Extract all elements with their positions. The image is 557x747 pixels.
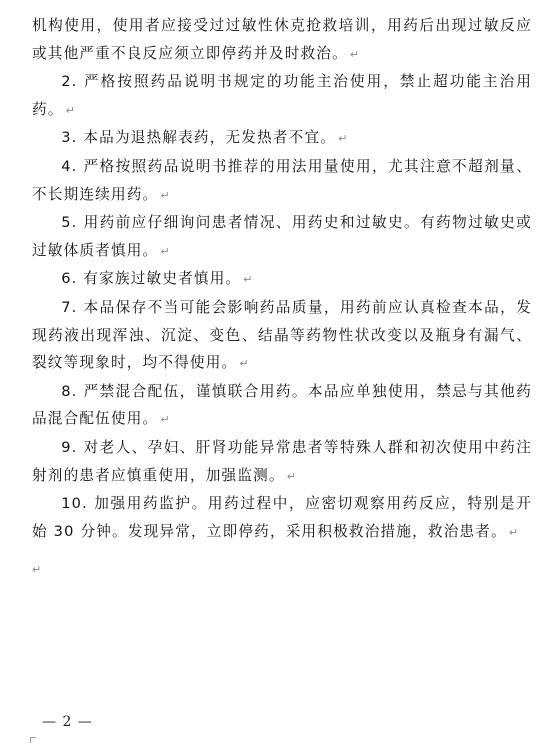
paragraph-text: 机构使用，使用者应接受过过敏性休克抢救培训，用药后出现过敏反应或其他严重不良反应须立即停药并及时救治。 [32, 17, 532, 62]
paragraph-text: 2. 严格按照药品说明书规定的功能主治使用，禁止超功能主治用药。 [32, 73, 532, 118]
paragraph-mark-icon: ↵ [508, 525, 519, 539]
paragraph-text: 3. 本品为退热解表药，无发热者不宜。 [61, 129, 337, 147]
paragraph-text: 6. 有家族过敏史者慎用。 [61, 270, 242, 288]
paragraph-mark-icon: ↵ [65, 103, 75, 117]
empty-paragraph-mark-icon: ↵ [32, 563, 42, 576]
paragraph-mark-icon: ↵ [160, 188, 170, 202]
document-body [32, 12, 532, 546]
paragraph-mark-icon: ↵ [349, 47, 360, 61]
paragraph-mark-icon: ↵ [160, 244, 170, 258]
paragraph-item-4 [32, 153, 532, 209]
paragraph-mark-icon: ↵ [160, 413, 170, 427]
paragraph-text: 10. 加强用药监护。用药过程中，应密切观察用药反应，特别是开始 30 分钟。发现异常，立即停药，采用积极救治措施，救治患者。 [32, 495, 532, 540]
margin-corner-mark [30, 737, 36, 743]
paragraph-item-7 [32, 294, 532, 378]
paragraph-text: 4. 严格按照药品说明书推荐的用法用量使用，尤其注意不超剂量、不长期连续用药。 [32, 157, 532, 203]
paragraph-item-10 [32, 490, 532, 546]
paragraph-text: 7. 本品保存不当可能会影响药品质量，用药前应认真检查本品，发现药液出现浑浊、沉淀、变色、结晶等药物性状改变以及瓶身有漏气、裂纹等现象时，均不得使用。 [32, 298, 532, 372]
paragraph-mark-icon: ↵ [243, 273, 253, 287]
paragraph-item-9 [32, 434, 532, 490]
paragraph-text: 5. 用药前应仔细询问患者情况、用药史和过敏史。有药物过敏史或过敏体质者慎用。 [32, 214, 532, 259]
paragraph-item-6 [32, 265, 532, 294]
paragraph-item-3 [32, 124, 532, 153]
paragraph-1-continuation [32, 12, 532, 68]
paragraph-mark-icon: ↵ [239, 357, 249, 371]
paragraph-item-2 [32, 68, 532, 124]
paragraph-text: 8. 严禁混合配伍，谨慎联合用药。本品应单独使用，禁忌与其他药品混合配伍使用。 [32, 382, 532, 428]
page-number: — 2 — [42, 714, 93, 730]
paragraph-mark-icon: ↵ [286, 469, 296, 483]
paragraph-mark-icon: ↵ [338, 132, 348, 146]
paragraph-text: 9. 对老人、孕妇、肝肾功能异常患者等特殊人群和初次使用中药注射剂的患者应慎重使用，加强监测。 [32, 438, 532, 484]
paragraph-item-8 [32, 378, 532, 434]
paragraph-item-5 [32, 209, 532, 265]
